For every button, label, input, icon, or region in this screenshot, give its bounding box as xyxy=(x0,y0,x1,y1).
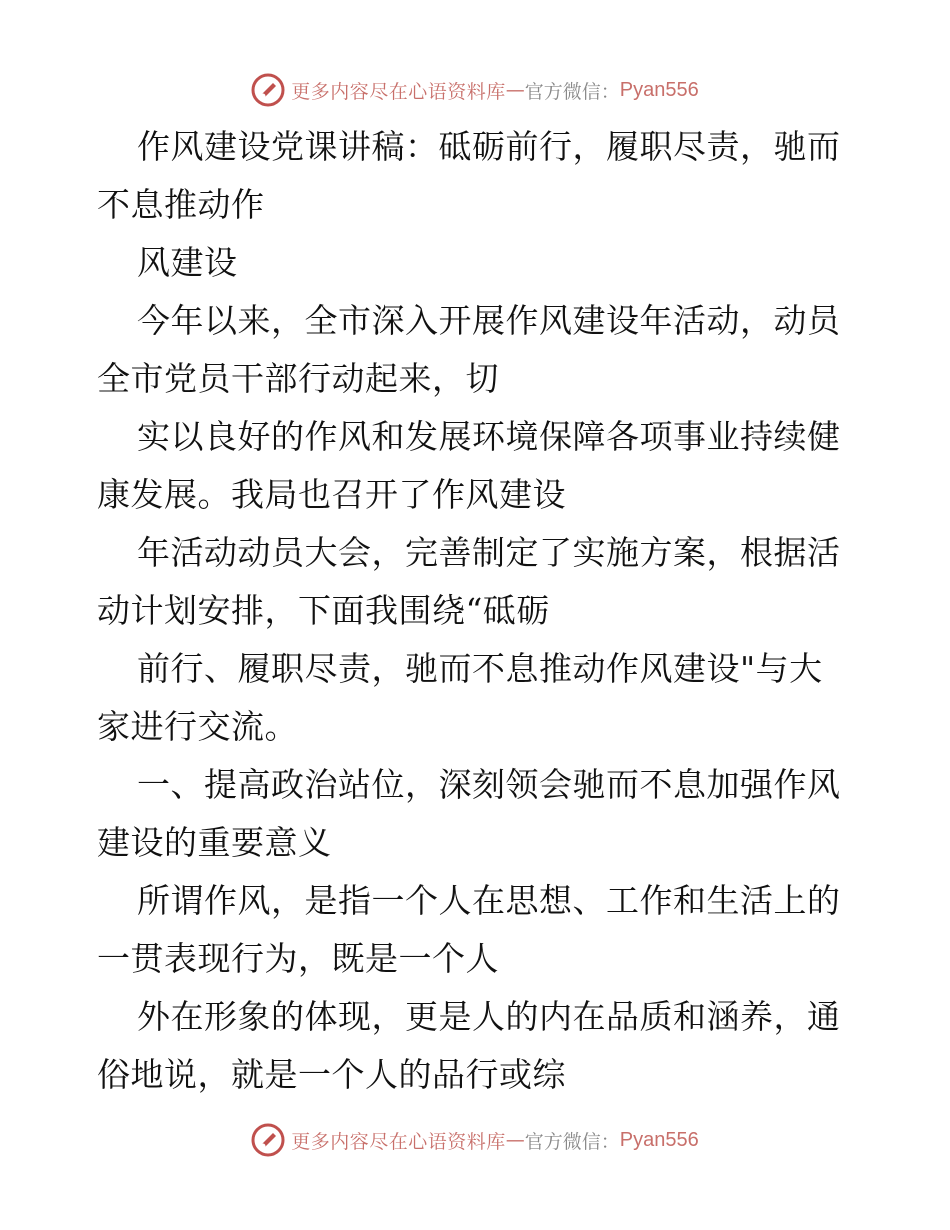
text-line: 今年以来，全市深入开展作风建设年活动，动员 xyxy=(137,301,841,340)
text-line: 风建设 xyxy=(137,243,238,282)
text-line: 家进行交流。 xyxy=(97,707,298,746)
watermark-main-text: 更多内容尽在心语资料库 xyxy=(291,80,506,103)
text-line: 全市党员干部行动起来，切 xyxy=(97,359,499,398)
watermark-id: Pyan556 xyxy=(619,1128,699,1151)
watermark-footer xyxy=(0,1120,950,1160)
text-line: 不息推动作 xyxy=(97,185,265,224)
watermark-label: 官方微信： xyxy=(524,1130,620,1153)
text-line: 实以良好的作风和发展环境保障各项事业持续健 xyxy=(137,417,841,456)
watermark-id: Pyan556 xyxy=(619,78,699,101)
logo-icon xyxy=(251,73,285,107)
document-body xyxy=(97,118,857,1104)
text-line: 俗地说，就是一个人的品行或综 xyxy=(97,1055,566,1094)
watermark-header xyxy=(0,70,950,110)
watermark-main-text: 更多内容尽在心语资料库 xyxy=(291,1130,506,1153)
text-line: 动计划安排，下面我围绕“砥砺 xyxy=(97,591,550,630)
text-line: 建设的重要意义 xyxy=(97,823,332,862)
text-line: 一贯表现行为，既是一个人 xyxy=(97,939,499,978)
logo-icon xyxy=(251,1123,285,1157)
text-line: 康发展。我局也召开了作风建设 xyxy=(97,475,566,514)
text-line: 年活动动员大会，完善制定了实施方案，根据活 xyxy=(137,533,841,572)
text-line: 所谓作风，是指一个人在思想、工作和生活上的 xyxy=(137,881,841,920)
watermark-label: 官方微信： xyxy=(524,80,620,103)
text-line: 一、提高政治站位，深刻领会驰而不息加强作风 xyxy=(137,765,841,804)
watermark-separator: — xyxy=(505,1129,525,1151)
text-line: 外在形象的体现，更是人的内在品质和涵养，通 xyxy=(137,997,841,1036)
text-line: 前行、履职尽责，驰而不息推动作风建设"与大 xyxy=(137,649,823,688)
watermark-separator: — xyxy=(505,79,525,101)
text-line: 作风建设党课讲稿：砥砺前行，履职尽责，驰而 xyxy=(137,127,841,166)
